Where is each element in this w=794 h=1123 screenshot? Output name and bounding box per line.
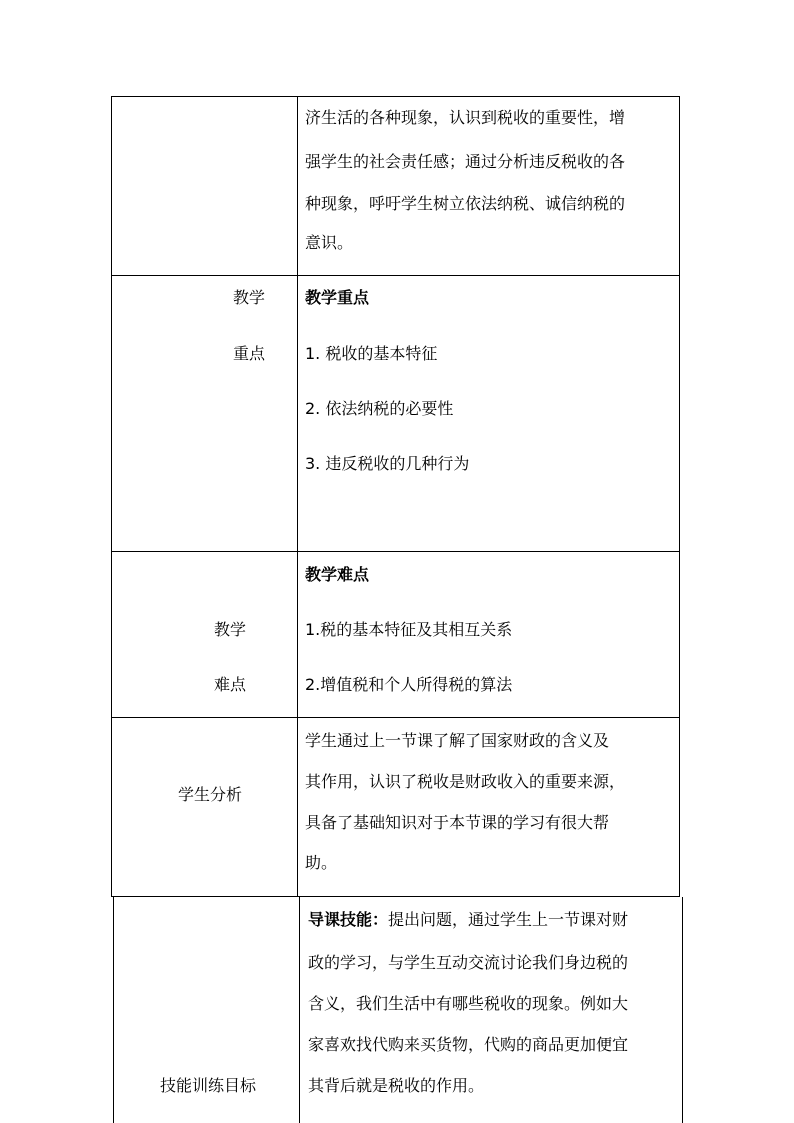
teaching-focus-item-1: 1. 税收的基本特征 <box>305 344 438 363</box>
student-analysis-line-2: 其作用，认识了税收是财政收入的重要来源， <box>305 772 626 791</box>
student-analysis-label: 学生分析 <box>178 785 243 804</box>
table-border-right <box>679 96 680 897</box>
teaching-difficulty-heading: 教学难点 <box>305 565 370 584</box>
teaching-difficulty-item-2: 2.增值税和个人所得税的算法 <box>305 675 513 694</box>
student-analysis-line-4: 助。 <box>305 853 338 872</box>
skill-training-lead: 导课技能： <box>308 910 389 929</box>
continuation-line-1: 济生活的各种现象，认识到税收的重要性，增 <box>305 108 626 127</box>
table-border-left-lower <box>113 897 114 1123</box>
teaching-difficulty-label-1: 教学 <box>214 620 247 639</box>
table-border-left <box>111 96 112 897</box>
row-divider-3 <box>112 717 680 718</box>
student-analysis-line-1: 学生通过上一节课了解了国家财政的含义及 <box>305 731 610 750</box>
skill-training-label: 技能训练目标 <box>160 1076 257 1095</box>
student-analysis-line-3: 具备了基础知识对于本节课的学习有很大帮 <box>305 813 610 832</box>
row-divider-1 <box>111 275 680 276</box>
table-border-right-lower <box>682 897 683 1123</box>
teaching-focus-item-3: 3. 违反税收的几种行为 <box>305 454 470 473</box>
continuation-line-2: 强学生的社会责任感；通过分析违反税收的各 <box>305 152 626 171</box>
skill-training-line-2: 政的学习，与学生互动交流讨论我们身边税的 <box>308 953 629 972</box>
teaching-focus-label-1: 教学 <box>233 288 266 307</box>
teaching-difficulty-item-1: 1.税的基本特征及其相互关系 <box>305 620 513 639</box>
teaching-difficulty-label-2: 难点 <box>214 675 247 694</box>
teaching-focus-heading: 教学重点 <box>305 288 370 307</box>
column-divider <box>297 96 298 897</box>
row-divider-2 <box>112 551 680 552</box>
skill-training-line-5: 其背后就是税收的作用。 <box>308 1076 485 1095</box>
continuation-line-4: 意识。 <box>305 233 354 252</box>
skill-training-line-3: 含义，我们生活中有哪些税收的现象。例如大 <box>308 994 629 1013</box>
table-border-top <box>111 96 680 97</box>
skill-training-line-1 <box>308 910 628 930</box>
continuation-line-3: 种现象，呼吁学生树立依法纳税、诚信纳税的 <box>305 194 626 213</box>
skill-training-line-4: 家喜欢找代购来买货物，代购的商品更加便宜 <box>308 1035 629 1054</box>
teaching-focus-item-2: 2. 依法纳税的必要性 <box>305 399 454 418</box>
skill-training-line-1-rest: 提出问题，通过学生上一节课对财 <box>388 910 629 929</box>
column-divider-lower <box>299 897 300 1123</box>
row-divider-4 <box>112 896 680 897</box>
teaching-focus-label-2: 重点 <box>233 344 266 363</box>
